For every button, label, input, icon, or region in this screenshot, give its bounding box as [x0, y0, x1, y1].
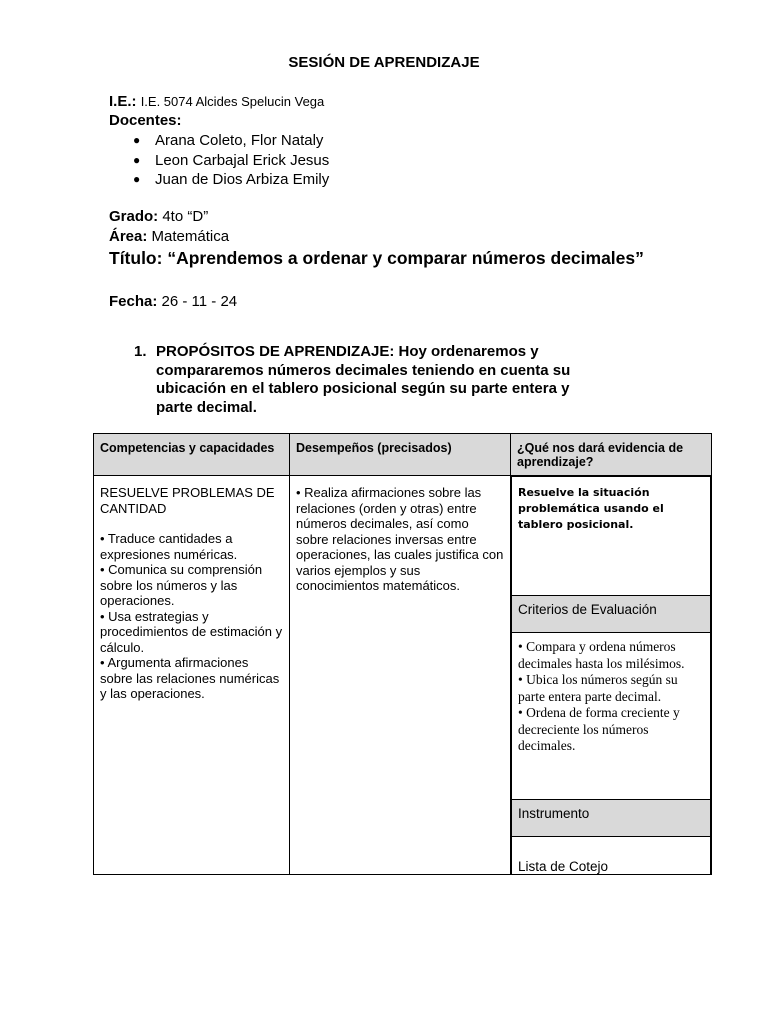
area-label: Área:	[109, 228, 148, 245]
criterio-item: • Ordena de forma creciente y decreciente los números decimales.	[518, 705, 680, 753]
header-competencias: Competencias y capacidades	[94, 434, 290, 476]
bullet-icon: ●	[133, 172, 141, 186]
teachers-list	[109, 131, 329, 190]
capacidad-item: • Comunica su comprensión sobre los números y las operaciones.	[100, 562, 263, 608]
area-line	[109, 228, 229, 245]
page-title: SESIÓN DE APRENDIZAJE	[288, 54, 480, 71]
criterio-item: • Ubica los números según su parte entera parte decimal.	[518, 672, 678, 704]
criterios-label: Criterios de Evaluación	[512, 596, 711, 633]
desempeno-text: • Realiza afirmaciones sobre las relaciones (orden y otras) entre números decimales, así como sobre relaciones inversas entre operaciones, las cuales justifica con varios ejemplos y sus conocimientos matemáticos.	[296, 485, 504, 593]
fecha-label: Fecha:	[109, 293, 158, 310]
ie-line	[109, 93, 324, 110]
proposito-body: Hoy ordenaremos y compararemos números decimales teniendo en cuenta su ubicación en el tablero posicional según su parte entera y parte decimal.	[156, 343, 571, 416]
instrumento-value: Lista de Cotejo	[512, 837, 711, 875]
bullet-icon: ●	[133, 152, 141, 167]
titulo-label: Título:	[109, 248, 163, 268]
table-row	[94, 476, 712, 875]
evidencia-text: Resuelve la situación problemática usando el tablero posicional.	[512, 477, 711, 596]
list-item: ● Juan de Dios Arbiza Emily	[133, 171, 330, 188]
grado-value: 4to “D”	[162, 208, 209, 225]
instrumento-label: Instrumento	[512, 800, 711, 837]
capacidad-item: • Traduce cantidades a expresiones numéricas.	[100, 531, 238, 562]
learning-table	[93, 433, 712, 875]
fecha-line	[109, 293, 237, 310]
session-title	[109, 247, 656, 270]
section-number: 1.	[134, 343, 147, 360]
capacidad-item: • Argumenta afirmaciones sobre las relaciones numéricas y las operaciones.	[100, 655, 280, 701]
desempenos-cell	[290, 476, 511, 875]
competencias-cell	[94, 476, 290, 875]
header-desempenos: Desempeños (precisados)	[290, 434, 511, 476]
grado-label: Grado:	[109, 208, 159, 225]
bullet-icon: ●	[133, 133, 141, 147]
docentes-label: Docentes:	[109, 112, 182, 129]
list-item: ● Leon Carbajal Erick Jesus	[133, 151, 330, 169]
capacidad-item: • Usa estrategias y procedimientos de estimación y cálculo.	[100, 608, 283, 655]
proposito-label: PROPÓSITOS DE APRENDIZAJE:	[156, 343, 395, 360]
ie-label: I.E.:	[109, 93, 137, 110]
ie-value: I.E. 5074 Alcides Spelucin Vega	[140, 94, 325, 109]
area-value: Matemática	[151, 228, 230, 245]
proposito-section	[134, 343, 594, 417]
criterio-item: • Compara y ordena números decimales hasta los milésimos.	[518, 639, 685, 671]
competencia-title: RESUELVE PROBLEMAS DE CANTIDAD	[100, 485, 275, 516]
titulo-value: “Aprendemos a ordenar y comparar números decimales”	[167, 248, 644, 268]
fecha-value: 26 - 11 - 24	[161, 293, 238, 310]
list-item: ● Arana Coleto, Flor Nataly	[133, 132, 324, 149]
table-header-row	[94, 434, 712, 476]
header-evidencia: ¿Qué nos dará evidencia de aprendizaje?	[511, 434, 712, 476]
evidencia-cell	[511, 476, 712, 875]
criterios-list	[512, 633, 711, 800]
grado-line	[109, 208, 208, 225]
proposito-text	[156, 343, 594, 417]
